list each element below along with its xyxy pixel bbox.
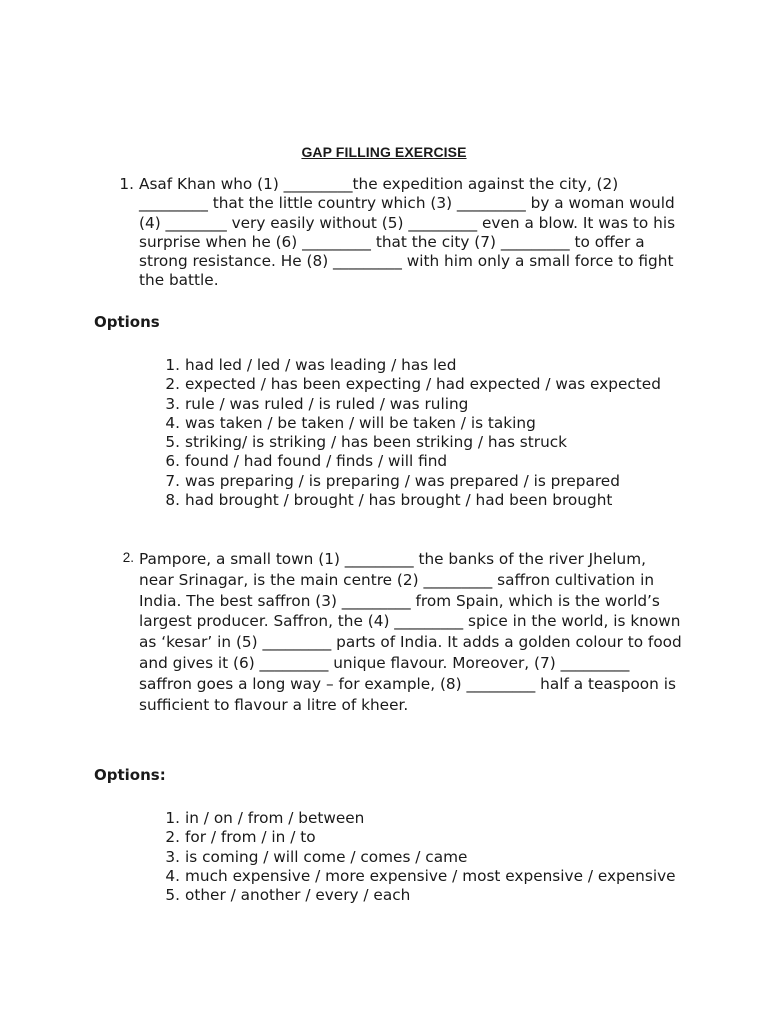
options-1-list — [0, 356, 685, 510]
list-item — [0, 828, 685, 847]
option-text: had led / led / was leading / has led — [185, 356, 457, 374]
option-text: much expensive / more expensive / most expensive / expensive — [185, 866, 676, 885]
options-2-list — [0, 809, 685, 905]
option-number: 4. — [165, 413, 180, 432]
option-text: had brought / brought / has brought / had been brought — [185, 491, 613, 510]
option-number: 5. — [165, 886, 180, 905]
options-1-heading: Options — [94, 313, 160, 331]
option-text: rule / was ruled / is ruled / was ruling — [185, 394, 469, 413]
option-text: in / on / from / between — [185, 809, 365, 827]
option-text: was taken / be taken / will be taken / is taking — [185, 413, 536, 432]
option-number: 2. — [165, 828, 180, 847]
list-item — [0, 452, 685, 471]
list-item — [0, 491, 685, 510]
list-item — [0, 809, 685, 828]
option-number: 2. — [165, 375, 180, 394]
option-text: for / from / in / to — [185, 828, 316, 847]
option-number: 8. — [165, 491, 180, 510]
option-number: 1. — [165, 809, 180, 827]
option-text: was preparing / is preparing / was prepared / is prepared — [185, 471, 620, 490]
list-item — [0, 472, 685, 491]
option-number: 7. — [165, 471, 180, 490]
option-number: 1. — [165, 356, 180, 374]
list-item — [0, 886, 685, 905]
list-item — [0, 867, 685, 886]
question-1-number: 1. — [119, 175, 134, 193]
question-2-text: Pampore, a small town (1) _________ the banks of the river Jhelum, near Srinagar, is the main centre (2) _________ saffron cultivation in India. The best saffron (3) _________ from Spain, which is the world’s largest producer. Saffron, the (4) _________ spice in the world, is known as ‘kesar’ in (5) _________ parts of India. It adds a golden colour to food and gives it (6) _________ unique flavour. Moreover, (7) _________ saffron goes a long way – for example, (8) _________ half a teaspoon is sufficient to flavour a litre of kheer. — [139, 550, 682, 714]
question-2-number: 2. — [122, 550, 134, 565]
list-item — [0, 848, 685, 867]
list-item — [0, 356, 685, 375]
option-number: 4. — [165, 866, 180, 885]
list-item — [0, 375, 685, 394]
list-item — [0, 395, 685, 414]
option-number: 3. — [165, 394, 180, 413]
option-number: 3. — [165, 847, 180, 866]
option-text: striking/ is striking / has been striking / has struck — [185, 433, 568, 452]
page-title: GAP FILLING EXERCISE — [301, 144, 467, 160]
list-item — [0, 433, 685, 452]
list-item — [0, 414, 685, 433]
option-text: other / another / every / each — [185, 886, 411, 905]
option-text: expected / has been expecting / had expected / was expected — [185, 375, 661, 394]
option-text: found / had found / finds / will find — [185, 452, 448, 471]
option-text: is coming / will come / comes / came — [185, 847, 468, 866]
option-number: 6. — [165, 452, 180, 471]
question-1-text: Asaf Khan who (1) _________the expedition against the city, (2) _________ that the little country which (3) _________ by a woman would (4) ________ very easily without (5) _________ even a blow. It was to his surprise when he (6) _________ that the city (7) _________ to offer a strong resistance. He (8) _________ with him only a small force to fight the battle. — [139, 175, 676, 290]
options-2-heading: Options: — [94, 766, 166, 784]
option-number: 5. — [165, 433, 180, 452]
